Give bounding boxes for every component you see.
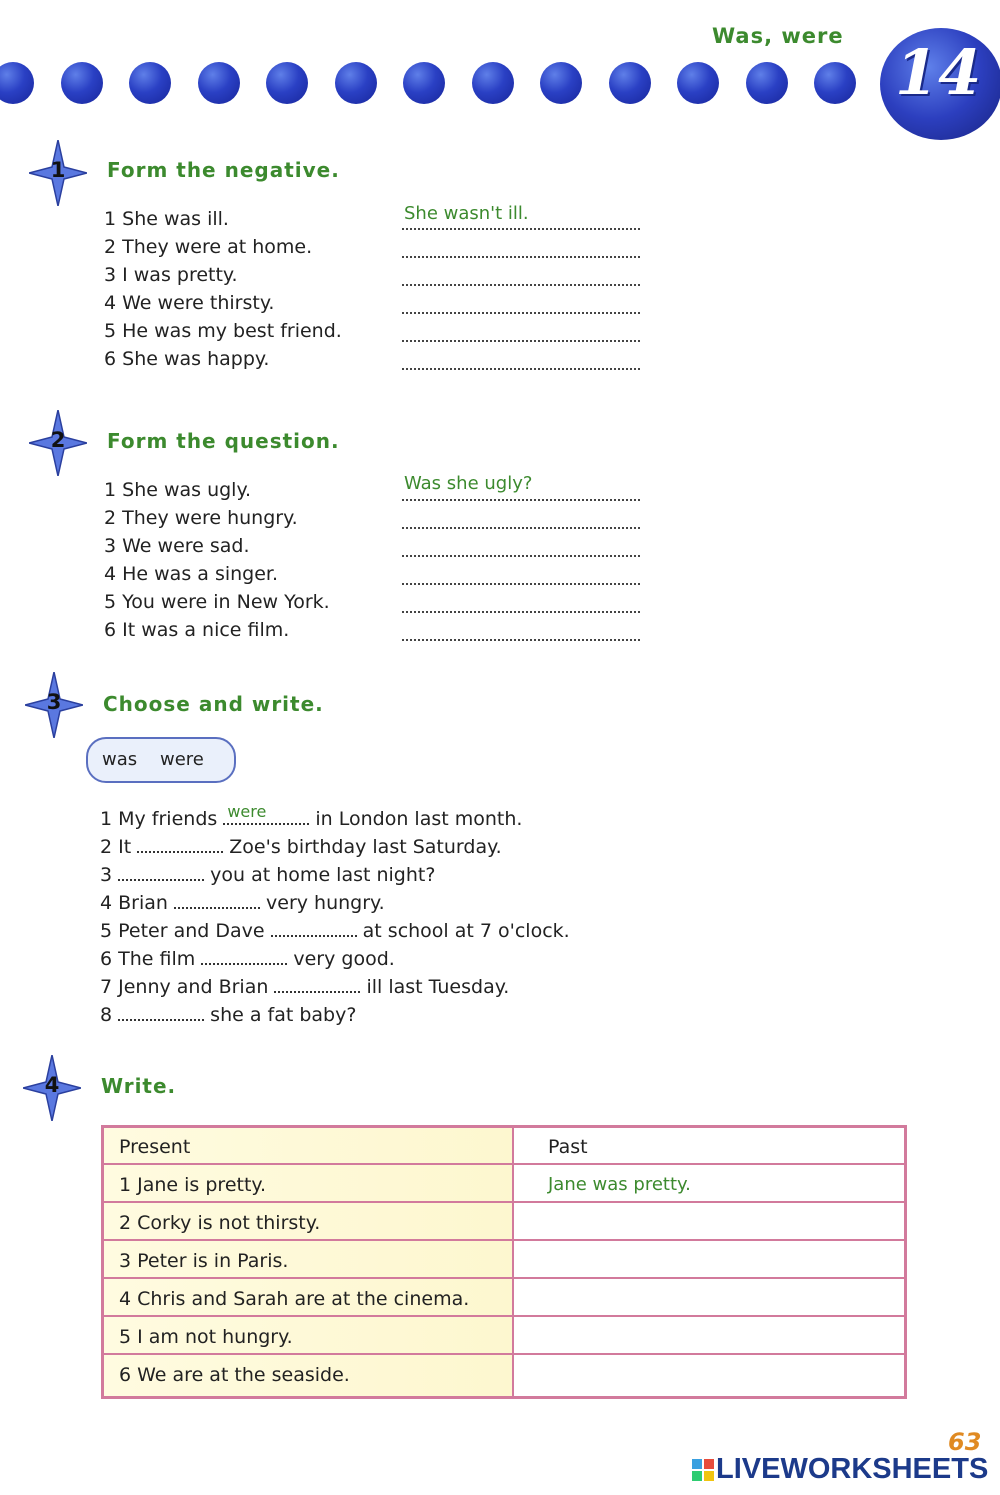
exercise-1-item: 3 I was pretty. [104, 264, 238, 286]
table-header-row [104, 1128, 904, 1165]
word-option: were [160, 749, 204, 770]
decorative-dot [335, 62, 377, 104]
exercise-4-number: 4 [44, 1073, 60, 1097]
answer-field[interactable] [402, 533, 640, 557]
gap-field[interactable] [201, 947, 287, 965]
gap-field[interactable] [174, 891, 260, 909]
decorative-dot [0, 62, 34, 104]
exercise-3-item [100, 802, 523, 830]
sentence-end: very hungry. [259, 892, 385, 914]
exercise-2-item: 3 We were sad. [104, 535, 250, 557]
decorative-dot [814, 62, 856, 104]
exercise-3-item [100, 891, 385, 914]
liveworksheets-logo-icon [692, 1459, 714, 1481]
sentence-end: at school at 7 o'clock. [356, 920, 570, 942]
gap-field[interactable] [118, 1003, 204, 1021]
table-row [104, 1318, 904, 1355]
table-row [104, 1356, 904, 1393]
answer-field[interactable] [402, 589, 640, 613]
decorative-dot [540, 62, 582, 104]
gap-field[interactable] [137, 835, 223, 853]
page-title: Was, were [712, 24, 844, 48]
answer-field[interactable] [402, 617, 640, 641]
decorative-dot [746, 62, 788, 104]
sentence-start: 2 It [100, 836, 138, 858]
word-box [86, 737, 236, 783]
sentence-end: Zoe's birthday last Saturday. [223, 836, 502, 858]
table-row [104, 1280, 904, 1317]
gap-field[interactable] [118, 863, 204, 881]
table-row [104, 1166, 904, 1203]
answer-field[interactable] [402, 262, 640, 286]
example-answer: She wasn't ill. [404, 203, 529, 224]
exercise-2-instruction: Form the question. [107, 429, 340, 453]
example-answer: Was she ugly? [404, 473, 533, 494]
answer-field[interactable] [402, 505, 640, 529]
answer-field[interactable] [402, 234, 640, 258]
example-answer: were [227, 802, 267, 821]
present-cell: 4 Chris and Sarah are at the cinema. [119, 1288, 470, 1310]
gap-field[interactable] [274, 975, 360, 993]
sentence-end: you at home last night? [204, 864, 436, 886]
present-cell: 1 Jane is pretty. [119, 1174, 266, 1196]
exercise-3-item [100, 975, 509, 998]
header-past: Past [548, 1136, 588, 1158]
exercise-1-item: 2 They were at home. [104, 236, 313, 258]
exercise-2-number: 2 [50, 428, 66, 452]
decorative-dots [0, 62, 880, 104]
present-cell: 5 I am not hungry. [119, 1326, 293, 1348]
exercise-4-instruction: Write. [101, 1074, 177, 1098]
decorative-dot [472, 62, 514, 104]
exercise-1-item: 4 We were thirsty. [104, 292, 275, 314]
exercise-1-instruction: Form the negative. [107, 158, 340, 182]
answer-field[interactable] [402, 561, 640, 585]
answer-field[interactable] [402, 318, 640, 342]
brand-wordmark: LIVEWORKSHEETS [716, 1453, 989, 1485]
exercise-2-item: 5 You were in New York. [104, 591, 330, 613]
word-option: was [102, 749, 138, 770]
page-number: 63 [948, 1428, 982, 1456]
table-row [104, 1204, 904, 1241]
present-cell: 3 Peter is in Paris. [119, 1250, 289, 1272]
decorative-dot [266, 62, 308, 104]
sentence-start: 7 Jenny and Brian [100, 976, 275, 998]
exercise-1-item: 1 She was ill. [104, 208, 229, 230]
sentence-end: in London last month. [309, 808, 523, 830]
exercise-1-number: 1 [50, 158, 66, 182]
sentence-start: 8 [100, 1004, 119, 1026]
exercise-3-instruction: Choose and write. [103, 692, 324, 716]
table-row [104, 1242, 904, 1279]
sentence-end: very good. [287, 948, 395, 970]
sentence-start: 4 Brian [100, 892, 174, 914]
decorative-dot [198, 62, 240, 104]
exercise-2-item: 2 They were hungry. [104, 507, 298, 529]
decorative-dot [609, 62, 651, 104]
exercise-3-item [100, 863, 435, 886]
sentence-end: ill last Tuesday. [360, 976, 510, 998]
exercise-3-item [100, 835, 502, 858]
gap-field[interactable] [271, 919, 357, 937]
exercise-2-item: 4 He was a singer. [104, 563, 279, 585]
answer-field[interactable] [402, 290, 640, 314]
decorative-dot [129, 62, 171, 104]
decorative-dot [61, 62, 103, 104]
present-cell: 6 We are at the seaside. [119, 1364, 350, 1386]
sentence-start: 1 My friends [100, 808, 224, 830]
past-cell[interactable]: Jane was pretty. [548, 1174, 691, 1195]
sentence-start: 6 The film [100, 948, 202, 970]
present-past-table [101, 1125, 907, 1399]
exercise-2-item: 6 It was a nice film. [104, 619, 290, 641]
exercise-3-item [100, 947, 395, 970]
sentence-start: 3 [100, 864, 119, 886]
exercise-1-item: 6 She was happy. [104, 348, 270, 370]
answer-field[interactable] [402, 346, 640, 370]
header-present: Present [119, 1136, 191, 1158]
exercise-3-item [100, 919, 570, 942]
exercise-3-number: 3 [46, 690, 62, 714]
sentence-end: she a fat baby? [204, 1004, 357, 1026]
sentence-start: 5 Peter and Dave [100, 920, 271, 942]
exercise-3-item [100, 1003, 356, 1026]
decorative-dot [403, 62, 445, 104]
exercise-1-item: 5 He was my best friend. [104, 320, 342, 342]
gap-field[interactable] [223, 802, 309, 825]
unit-number: 14 [895, 36, 982, 109]
decorative-dot [677, 62, 719, 104]
present-cell: 2 Corky is not thirsty. [119, 1212, 321, 1234]
exercise-2-item: 1 She was ugly. [104, 479, 252, 501]
